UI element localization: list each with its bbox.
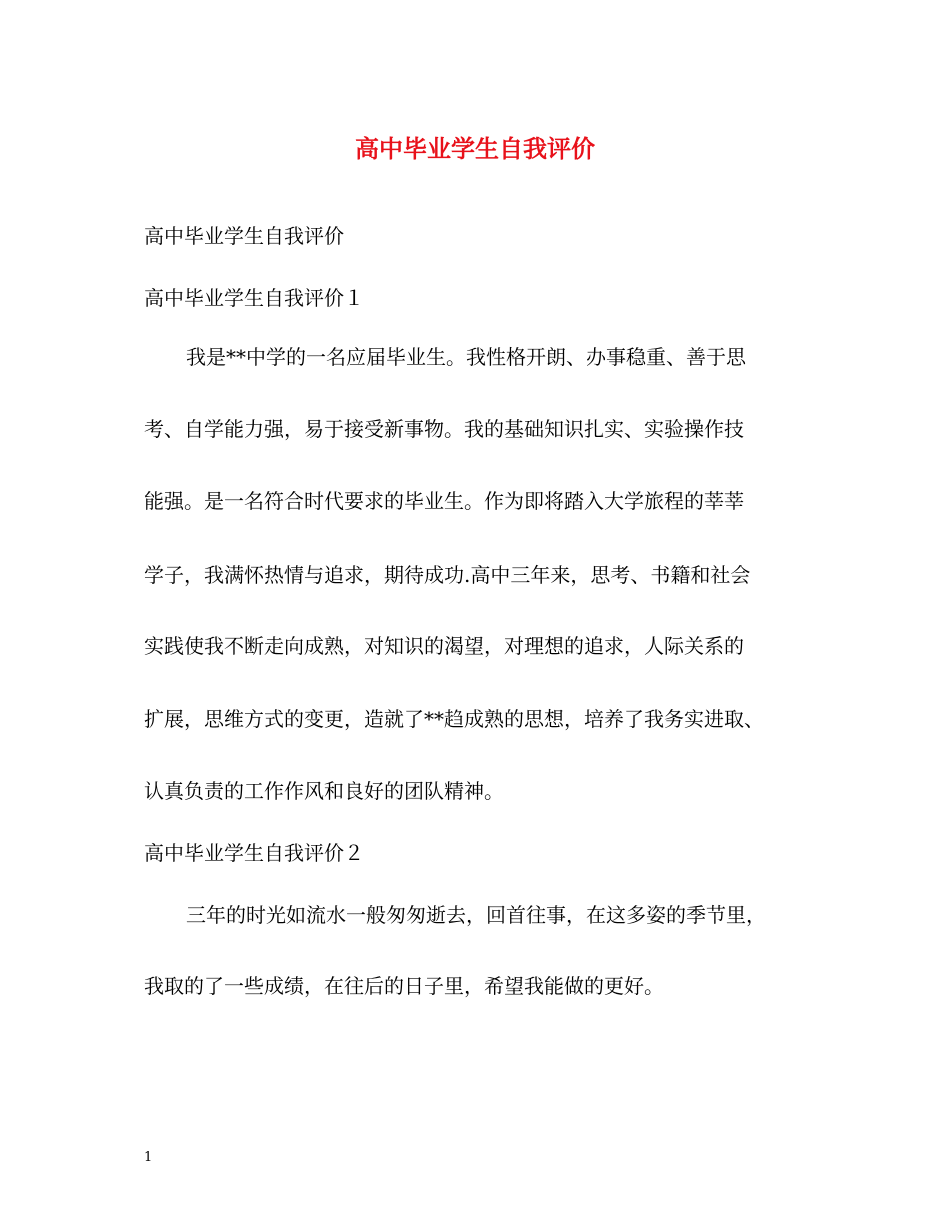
section2-heading: 高中毕业学生自我评价２	[144, 841, 364, 865]
section1-line: 认真负责的工作作风和良好的团队精神。	[144, 779, 504, 803]
page-number: 1	[144, 1150, 153, 1165]
section2-line: 我取的了一些成绩，在往后的日子里，希望我能做的更好。	[144, 974, 664, 998]
section1-line: 学子，我满怀热情与追求，期待成功.高中三年来，思考、书籍和社会	[144, 563, 751, 587]
section1-line: 能强。是一名符合时代要求的毕业生。作为即将踏入大学旅程的莘莘	[144, 489, 744, 513]
section1-line: 我是**中学的一名应届毕业生。我性格开朗、办事稳重、善于思	[186, 345, 746, 369]
document-heading: 高中毕业学生自我评价	[144, 224, 344, 248]
section1-line: 扩展，思维方式的变更，造就了**趋成熟的思想，培养了我务实进取、	[144, 707, 764, 731]
section2-line: 三年的时光如流水一般匆匆逝去，回首往事，在这多姿的季节里，	[186, 903, 766, 927]
section1-line: 考、自学能力强，易于接受新事物。我的基础知识扎实、实验操作技	[144, 417, 744, 441]
section1-heading: 高中毕业学生自我评价１	[144, 286, 364, 310]
document-title: 高中毕业学生自我评价	[355, 134, 595, 163]
section1-line: 实践使我不断走向成熟，对知识的渴望，对理想的追求，人际关系的	[144, 634, 744, 658]
